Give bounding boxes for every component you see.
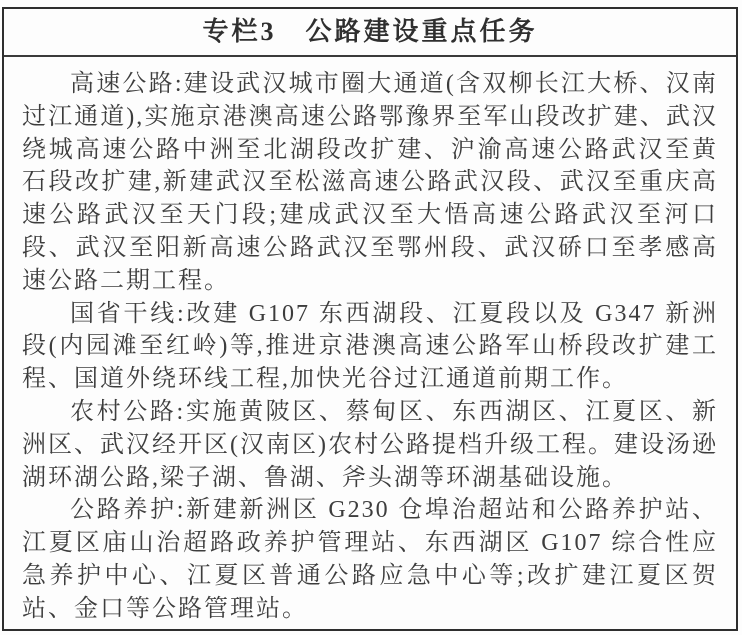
column-box-header bbox=[4, 9, 736, 57]
paragraph-road-maintenance: 公路养护:新建新洲区 G230 仓埠治超站和公路养护站、江夏区庙山治超路政养护管理站、东西湖区 G107 综合性应急养护中心、江夏区普通公路应急中心等;改扩建江夏区贺站、金口等公路管理站。 bbox=[22, 497, 718, 622]
paragraph-rural-roads: 农村公路:实施黄陂区、蔡甸区、东西湖区、江夏区、新洲区、武汉经开区(汉南区)农村公路提档升级工程。建设汤逊湖环湖公路,梁子湖、鲁湖、斧头湖等环湖基础设施。 bbox=[22, 398, 718, 491]
paragraph-expressway: 高速公路:建设武汉城市圈大通道(含双柳长江大桥、汉南过江通道),实施京港澳高速公路鄂豫界至军山段改扩建、武汉绕城高速公路中洲至北湖段改扩建、沪渝高速公路武汉至黄石段改扩建,新建武汉至松滋高速公路武汉段、武汉至重庆高速公路武汉至天门段;建成武汉至大悟高速公路武汉至河口段、武汉至阳新高速公路武汉至鄂州段、武汉硚口至孝感高速公路二期工程。 bbox=[22, 71, 718, 294]
paragraph-national-provincial-trunk: 国省干线:改建 G107 东西湖段、江夏段以及 G347 新洲段(内园滩至红岭)等,推进京港澳高速公路军山桥段改扩建工程、国道外绕环线工程,加快光谷过江通道前期工作。 bbox=[22, 300, 718, 393]
column-box-title: 专栏3 公路建设重点任务 bbox=[202, 17, 538, 46]
column-box-body bbox=[4, 57, 736, 629]
column-box bbox=[2, 7, 738, 631]
